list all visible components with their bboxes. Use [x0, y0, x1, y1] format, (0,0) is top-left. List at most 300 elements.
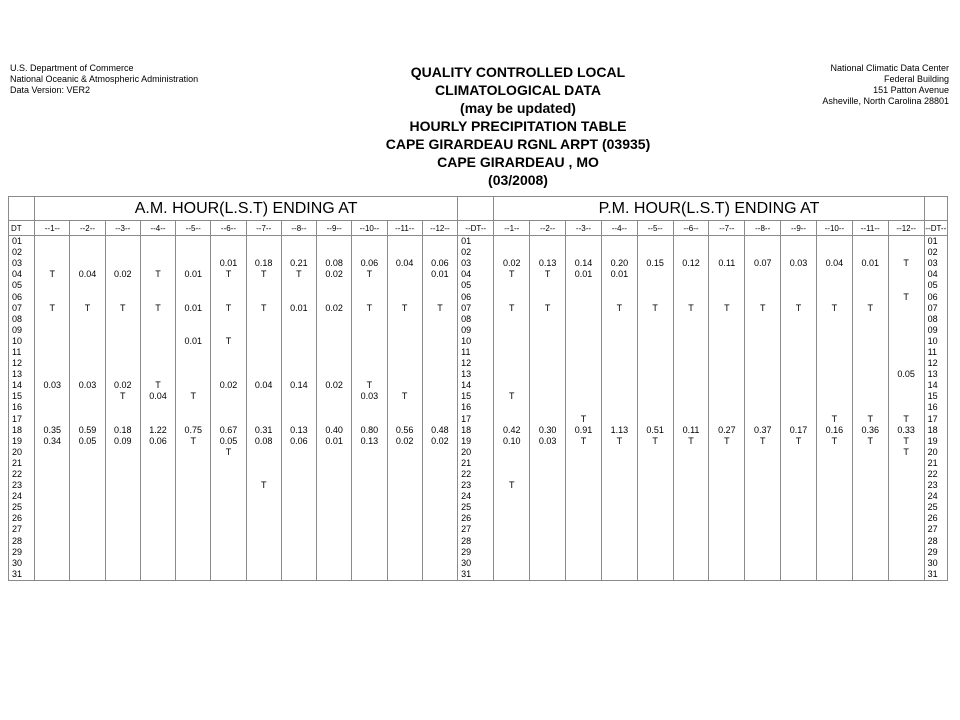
- am-value-cell: [352, 458, 387, 469]
- pm-value-cell: [888, 536, 924, 547]
- am-value-cell: [35, 291, 70, 302]
- day-cell: 07: [924, 303, 947, 314]
- pm-value-cell: [530, 414, 566, 425]
- am-value-cell: T: [211, 336, 246, 347]
- pm-value-cell: [494, 524, 530, 535]
- am-value-cell: [422, 369, 457, 380]
- pm-value-cell: [530, 247, 566, 258]
- am-value-cell: [105, 247, 140, 258]
- am-value-cell: [246, 469, 281, 480]
- pm-value-cell: [781, 458, 817, 469]
- am-value-cell: T: [140, 269, 175, 280]
- am-value-cell: [246, 547, 281, 558]
- pm-value-cell: [673, 369, 709, 380]
- am-value-cell: 1.22: [140, 425, 175, 436]
- table-row: [9, 336, 948, 347]
- am-value-cell: [352, 236, 387, 248]
- pm-value-cell: [637, 236, 673, 248]
- am-value-cell: [176, 280, 211, 291]
- am-value-cell: [176, 358, 211, 369]
- am-value-cell: [317, 280, 352, 291]
- pm-value-cell: [601, 380, 637, 391]
- pm-value-cell: [530, 458, 566, 469]
- day-cell: 04: [458, 269, 494, 280]
- station-name: CAPE GIRARDEAU RGNL ARPT (03935): [385, 136, 651, 152]
- pm-value-cell: [816, 236, 852, 248]
- pm-value-cell: [745, 569, 781, 581]
- pm-value-cell: [852, 336, 888, 347]
- am-value-cell: [70, 480, 105, 491]
- am-value-cell: [422, 513, 457, 524]
- pm-value-cell: 0.11: [673, 425, 709, 436]
- am-value-cell: [387, 402, 422, 413]
- am-value-cell: [176, 291, 211, 302]
- am-value-cell: [211, 547, 246, 558]
- am-value-cell: [35, 469, 70, 480]
- am-value-cell: [246, 391, 281, 402]
- pm-value-cell: [781, 524, 817, 535]
- am-value-cell: [387, 469, 422, 480]
- pm-value-cell: [852, 269, 888, 280]
- am-value-cell: [246, 236, 281, 248]
- pm-value-cell: [601, 536, 637, 547]
- am-value-cell: [352, 469, 387, 480]
- table-row: [9, 325, 948, 336]
- pm-value-cell: [494, 314, 530, 325]
- pm-value-cell: [566, 369, 602, 380]
- pm-value-cell: [530, 358, 566, 369]
- am-value-cell: [422, 469, 457, 480]
- pm-value-cell: T: [745, 303, 781, 314]
- am-value-cell: [35, 513, 70, 524]
- pm-value-cell: [566, 480, 602, 491]
- pm-value-cell: T: [637, 303, 673, 314]
- am-value-cell: [105, 524, 140, 535]
- am-value-cell: [35, 391, 70, 402]
- pm-value-cell: [709, 447, 745, 458]
- am-value-cell: [176, 547, 211, 558]
- day-cell: 17: [458, 414, 494, 425]
- pm-value-cell: [601, 391, 637, 402]
- am-value-cell: [105, 458, 140, 469]
- am-value-cell: [211, 391, 246, 402]
- table-body: [9, 236, 948, 581]
- am-value-cell: [35, 536, 70, 547]
- pm-value-cell: [530, 513, 566, 524]
- am-value-cell: [140, 236, 175, 248]
- pm-value-cell: [781, 502, 817, 513]
- pm-value-cell: [601, 569, 637, 581]
- am-value-cell: [422, 569, 457, 581]
- am-value-cell: [70, 524, 105, 535]
- agency-line: U.S. Department of Commerce: [10, 63, 134, 73]
- day-cell: 13: [458, 369, 494, 380]
- am-value-cell: T: [140, 380, 175, 391]
- am-value-cell: 0.03: [70, 380, 105, 391]
- am-value-cell: [211, 502, 246, 513]
- pm-value-cell: [852, 325, 888, 336]
- table-row: [9, 524, 948, 535]
- am-value-cell: [35, 547, 70, 558]
- day-cell: 24: [9, 491, 35, 502]
- pm-value-cell: [888, 458, 924, 469]
- pm-value-cell: [745, 480, 781, 491]
- pm-value-cell: [494, 447, 530, 458]
- am-value-cell: [281, 524, 316, 535]
- am-value-cell: [176, 380, 211, 391]
- pm-value-cell: [566, 314, 602, 325]
- pm-value-cell: [888, 569, 924, 581]
- am-value-cell: [352, 247, 387, 258]
- pm-hour-header: --3--: [566, 221, 602, 236]
- am-value-cell: [105, 513, 140, 524]
- day-cell: 25: [9, 502, 35, 513]
- am-value-cell: [317, 402, 352, 413]
- pm-value-cell: [888, 347, 924, 358]
- pm-value-cell: T: [566, 414, 602, 425]
- am-value-cell: [352, 291, 387, 302]
- am-value-cell: [211, 569, 246, 581]
- pm-value-cell: [781, 536, 817, 547]
- pm-value-cell: [601, 502, 637, 513]
- day-cell: 21: [9, 458, 35, 469]
- day-cell: 06: [924, 291, 947, 302]
- day-cell: 23: [458, 480, 494, 491]
- am-value-cell: [176, 513, 211, 524]
- pm-value-cell: [601, 280, 637, 291]
- pm-value-cell: 0.01: [852, 258, 888, 269]
- am-value-cell: [70, 325, 105, 336]
- am-hour-header: --1--: [35, 221, 70, 236]
- day-cell: 17: [9, 414, 35, 425]
- pm-value-cell: [709, 536, 745, 547]
- pm-value-cell: [745, 336, 781, 347]
- day-cell: 16: [924, 402, 947, 413]
- am-value-cell: 0.40: [317, 425, 352, 436]
- pm-value-cell: [852, 447, 888, 458]
- day-cell: 08: [458, 314, 494, 325]
- am-value-cell: [352, 558, 387, 569]
- am-value-cell: [317, 236, 352, 248]
- day-cell: 20: [9, 447, 35, 458]
- am-value-cell: [176, 458, 211, 469]
- pm-value-cell: [637, 447, 673, 458]
- pm-value-cell: [530, 536, 566, 547]
- am-hour-header: --2--: [70, 221, 105, 236]
- am-value-cell: [105, 480, 140, 491]
- pm-value-cell: T: [601, 436, 637, 447]
- am-value-cell: [387, 558, 422, 569]
- pm-value-cell: [745, 536, 781, 547]
- am-value-cell: [140, 336, 175, 347]
- am-value-cell: T: [211, 269, 246, 280]
- pm-value-cell: [745, 236, 781, 248]
- am-value-cell: [35, 369, 70, 380]
- pm-value-cell: [709, 513, 745, 524]
- day-cell: 11: [458, 347, 494, 358]
- pm-value-cell: [745, 513, 781, 524]
- am-value-cell: [246, 558, 281, 569]
- am-value-cell: [140, 314, 175, 325]
- am-value-cell: [352, 491, 387, 502]
- day-cell: 25: [924, 502, 947, 513]
- am-value-cell: [387, 236, 422, 248]
- pm-value-cell: [530, 336, 566, 347]
- am-value-cell: [211, 314, 246, 325]
- pm-value-cell: [566, 536, 602, 547]
- pm-value-cell: [601, 336, 637, 347]
- day-cell: 11: [924, 347, 947, 358]
- am-value-cell: [70, 447, 105, 458]
- pm-value-cell: [781, 336, 817, 347]
- address-line: 151 Patton Avenue: [873, 85, 949, 95]
- pm-value-cell: [888, 380, 924, 391]
- am-value-cell: 0.18: [105, 425, 140, 436]
- day-cell: 09: [924, 325, 947, 336]
- am-value-cell: 0.01: [176, 336, 211, 347]
- am-value-cell: [70, 414, 105, 425]
- pm-value-cell: [673, 558, 709, 569]
- am-value-cell: [35, 558, 70, 569]
- pm-value-cell: [816, 280, 852, 291]
- am-value-cell: [211, 358, 246, 369]
- pm-value-cell: [601, 358, 637, 369]
- pm-value-cell: [781, 513, 817, 524]
- day-cell: 20: [924, 447, 947, 458]
- pm-value-cell: [637, 458, 673, 469]
- am-value-cell: [281, 369, 316, 380]
- pm-value-cell: T: [494, 269, 530, 280]
- pm-value-cell: [530, 291, 566, 302]
- pm-value-cell: [566, 491, 602, 502]
- am-value-cell: [352, 513, 387, 524]
- am-value-cell: [35, 358, 70, 369]
- pm-value-cell: [673, 347, 709, 358]
- pm-value-cell: [852, 547, 888, 558]
- am-value-cell: [281, 558, 316, 569]
- pm-value-cell: [816, 358, 852, 369]
- am-hour-header: --7--: [246, 221, 281, 236]
- pm-value-cell: [709, 247, 745, 258]
- pm-value-cell: [852, 469, 888, 480]
- pm-value-cell: [816, 524, 852, 535]
- pm-value-cell: [709, 314, 745, 325]
- day-cell: 28: [924, 536, 947, 547]
- day-cell: 08: [924, 314, 947, 325]
- pm-value-cell: [601, 447, 637, 458]
- am-value-cell: [35, 502, 70, 513]
- pm-value-cell: [745, 380, 781, 391]
- table-row: [9, 447, 948, 458]
- pm-hour-header: --5--: [637, 221, 673, 236]
- am-value-cell: [422, 314, 457, 325]
- band-row: [9, 197, 948, 221]
- pm-value-cell: [745, 314, 781, 325]
- am-value-cell: T: [211, 447, 246, 458]
- day-cell: 14: [924, 380, 947, 391]
- pm-value-cell: 0.17: [781, 425, 817, 436]
- pm-value-cell: [673, 314, 709, 325]
- am-value-cell: [352, 369, 387, 380]
- pm-value-cell: [781, 469, 817, 480]
- day-cell: 29: [924, 547, 947, 558]
- pm-value-cell: [852, 513, 888, 524]
- am-value-cell: [352, 502, 387, 513]
- am-value-cell: [105, 414, 140, 425]
- day-cell: 06: [458, 291, 494, 302]
- pm-value-cell: [494, 414, 530, 425]
- pm-value-cell: [637, 247, 673, 258]
- am-value-cell: [352, 314, 387, 325]
- pm-value-cell: [816, 336, 852, 347]
- table-row: [9, 247, 948, 258]
- am-value-cell: [281, 236, 316, 248]
- am-value-cell: [211, 280, 246, 291]
- am-value-cell: [352, 325, 387, 336]
- pm-value-cell: [673, 291, 709, 302]
- pm-value-cell: [637, 314, 673, 325]
- pm-value-cell: [673, 447, 709, 458]
- day-cell: 07: [9, 303, 35, 314]
- am-value-cell: [281, 469, 316, 480]
- am-value-cell: [70, 502, 105, 513]
- am-value-cell: [246, 347, 281, 358]
- am-value-cell: [35, 458, 70, 469]
- am-value-cell: [176, 347, 211, 358]
- pm-value-cell: [816, 369, 852, 380]
- am-value-cell: [387, 536, 422, 547]
- pm-value-cell: [530, 314, 566, 325]
- pm-value-cell: T: [494, 480, 530, 491]
- am-value-cell: 0.21: [281, 258, 316, 269]
- pm-value-cell: T: [781, 303, 817, 314]
- am-value-cell: T: [35, 269, 70, 280]
- am-value-cell: [352, 524, 387, 535]
- pm-value-cell: [852, 358, 888, 369]
- am-value-cell: [140, 358, 175, 369]
- pm-hour-header: --4--: [601, 221, 637, 236]
- pm-value-cell: [888, 558, 924, 569]
- am-value-cell: 0.67: [211, 425, 246, 436]
- am-value-cell: [140, 513, 175, 524]
- am-value-cell: [35, 280, 70, 291]
- pm-value-cell: [852, 391, 888, 402]
- am-value-cell: [140, 469, 175, 480]
- am-value-cell: T: [140, 303, 175, 314]
- pm-value-cell: [530, 347, 566, 358]
- am-value-cell: [176, 447, 211, 458]
- pm-value-cell: 0.27: [709, 425, 745, 436]
- pm-value-cell: [709, 569, 745, 581]
- pm-value-cell: [601, 369, 637, 380]
- pm-value-cell: [852, 458, 888, 469]
- pm-value-cell: 0.10: [494, 436, 530, 447]
- pm-value-cell: [816, 347, 852, 358]
- day-cell: 21: [924, 458, 947, 469]
- am-value-cell: [105, 502, 140, 513]
- am-value-cell: [422, 391, 457, 402]
- am-value-cell: [246, 513, 281, 524]
- pm-value-cell: [781, 380, 817, 391]
- day-cell: 19: [924, 436, 947, 447]
- am-value-cell: [246, 536, 281, 547]
- pm-value-cell: [781, 269, 817, 280]
- am-value-cell: [70, 291, 105, 302]
- pm-value-cell: [494, 336, 530, 347]
- am-value-cell: [246, 402, 281, 413]
- am-value-cell: 0.03: [35, 380, 70, 391]
- am-value-cell: [70, 469, 105, 480]
- day-cell: 09: [9, 325, 35, 336]
- am-value-cell: [35, 569, 70, 581]
- am-value-cell: [140, 569, 175, 581]
- pm-value-cell: [494, 247, 530, 258]
- am-value-cell: [176, 325, 211, 336]
- pm-value-cell: [816, 269, 852, 280]
- pm-value-cell: [601, 347, 637, 358]
- pm-value-cell: [673, 569, 709, 581]
- am-value-cell: 0.56: [387, 425, 422, 436]
- day-cell: 10: [458, 336, 494, 347]
- am-value-cell: [422, 491, 457, 502]
- pm-hour-header: --7--: [709, 221, 745, 236]
- day-cell: 31: [924, 569, 947, 581]
- am-value-cell: [281, 513, 316, 524]
- pm-value-cell: [781, 369, 817, 380]
- pm-value-cell: [673, 502, 709, 513]
- am-value-cell: 0.08: [246, 436, 281, 447]
- day-cell: 12: [924, 358, 947, 369]
- am-value-cell: [422, 558, 457, 569]
- pm-value-cell: [781, 558, 817, 569]
- pm-value-cell: [530, 280, 566, 291]
- pm-value-cell: [709, 291, 745, 302]
- am-value-cell: [105, 369, 140, 380]
- pm-hour-header: --6--: [673, 221, 709, 236]
- day-cell: 22: [9, 469, 35, 480]
- pm-value-cell: [888, 280, 924, 291]
- day-cell: 03: [458, 258, 494, 269]
- pm-value-cell: 0.14: [566, 258, 602, 269]
- am-value-cell: [105, 547, 140, 558]
- am-value-cell: [211, 414, 246, 425]
- pm-value-cell: [816, 247, 852, 258]
- am-value-cell: [105, 469, 140, 480]
- am-value-cell: [352, 280, 387, 291]
- am-value-cell: [70, 547, 105, 558]
- pm-hour-header: --9--: [781, 221, 817, 236]
- am-value-cell: 0.75: [176, 425, 211, 436]
- am-value-cell: 0.02: [387, 436, 422, 447]
- pm-value-cell: [637, 269, 673, 280]
- am-value-cell: [105, 336, 140, 347]
- pm-value-cell: [601, 491, 637, 502]
- am-value-cell: [387, 247, 422, 258]
- day-cell: 29: [458, 547, 494, 558]
- pm-value-cell: [601, 236, 637, 248]
- am-value-cell: [387, 569, 422, 581]
- pm-value-cell: [530, 469, 566, 480]
- am-value-cell: 0.18: [246, 258, 281, 269]
- pm-value-cell: [852, 291, 888, 302]
- table-row: [9, 391, 948, 402]
- am-value-cell: [281, 569, 316, 581]
- pm-value-cell: [494, 458, 530, 469]
- pm-value-cell: [816, 325, 852, 336]
- day-cell: 31: [458, 569, 494, 581]
- address-line: National Climatic Data Center: [830, 63, 949, 73]
- pm-value-cell: [745, 291, 781, 302]
